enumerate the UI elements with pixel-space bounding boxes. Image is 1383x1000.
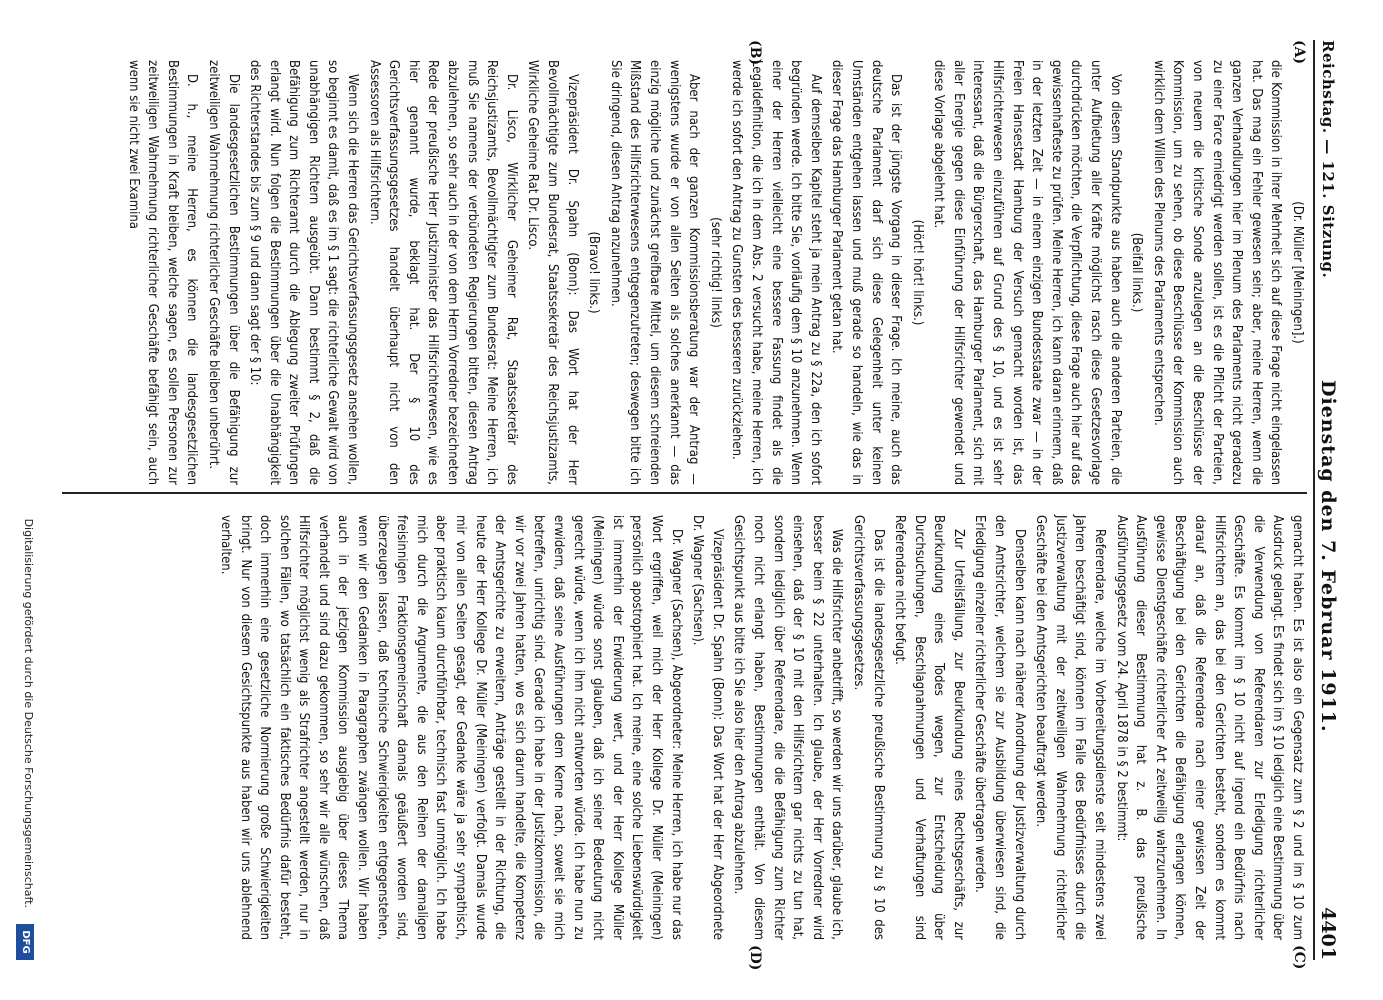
paragraph: Wenn sich die Herren das Gerichtsverfassungsgesetz ansehen wollen, so beginnt es damit, daß es im § 1 sagt: die richterliche Gewalt wird von unabhängigen Richtern ausgeübt. Dann bestimmt § 2, daß die Befähigung zum Richteramt durch die Ablegung zweiter Prüfungen erlangt wird. Nun folgen die Bestimmungen über die Unabhängigkeit des Richterstandes bis zum § 9 und dann sagt der § 10: bbox=[247, 60, 361, 485]
dfg-logo: DFG bbox=[16, 924, 34, 960]
quotation: Zur Urteilsfällung, zur Beurkundung eines Rechtsgeschäfts, zur Beurkundung eines Todes wegen, zur Entscheidung über Durchsuchungen, Beschlagnahmungen und Verhaftungen sind Referendare nicht befugt. bbox=[892, 515, 966, 940]
running-head-date: Dienstag den 7. Februar 1911. bbox=[1317, 380, 1339, 733]
page-header bbox=[1303, 40, 1343, 960]
reaction: (Bravo! links.) bbox=[586, 231, 602, 314]
page-footer bbox=[10, 0, 46, 960]
reaction: (Hört! hört! links.) bbox=[909, 219, 925, 326]
reaction: (sehr richtig! links) bbox=[707, 217, 723, 328]
paragraph: Von diesem Standpunkte aus haben auch die anderen Parteien, die unter Aufbietung aller Kräfte möglichst rasch diese Gesetzesvorlage durchdrücken möchten, die Verpflichtung, diese Frage auch hier auf das gewissenhafteste zu prüfen. Meine Herren, ich kann daran erinnern, daß in der letzten Zeit — in einem einzigen Bundesstaate zwar — in der Freien Hansestadt Hamburg der Versuch gemacht worden ist, das Hilfsrichterwesen einzuführen auf Grund des § 10, und es ist sehr interessant, daß die Bürgerschaft, das Hamburger Parlament, sich mit aller Energie gegen diese Einführung der Hilfsrichter gewendet und diese Vorlage abgelehnt hat. bbox=[931, 60, 1123, 485]
margin-marker-d: (D) bbox=[747, 945, 763, 971]
reaction: (Beifall links.) bbox=[1129, 232, 1145, 313]
running-head-left: Reichstag. — 121. Sitzung. bbox=[1319, 40, 1337, 279]
paragraph: die Kommission in ihrer Mehrheit sich auf diese Frage nicht eingelassen hat. Das mag ein Fehler gewesen sein; aber, meine Herren, wenn die ganzen Verhandlungen hier im Plenum des Parlaments nicht geradezu zu einer Farce erniedrigt werden sollen, ist es die Pflicht der Parteien, von neuem die kritische Sonde anzulegen an die Beschlüsse der Kommission, um zu sehen, ob diese Beschlüsse der Kommission auch wirklich dem Willen des Plenums des Parlaments entsprechen. bbox=[1150, 60, 1284, 485]
paragraph: Dr. Wagner (Sachsen), Abgeordneter: Meine Herren, ich habe nur das Wort ergriffen, weil mich der Herr Kollege Dr. Müller (Meiningen) persönlich apostrophiert hat. Ich meine, eine solche Liebenswürdigkeit ist immerhin der Erwiderung wert, und der Herr Kollege Müller (Meiningen) würde sonst glauben, daß ich seiner Bedeutung nicht gerecht würde, wenn ich ihm nicht antworten würde. Ich habe nun zu erwidern, daß seine Ausführungen dem Kerne nach, soweit sie mich betreffen, unrichtig sind. Gerade ich habe in der Justizkommission, die wir vor zwei Jahren hatten, wo es sich darum handelte, die Kompetenz der Amtsgerichte zu erweitern, Anträge gestellt in der Richtung, die heute der Herr Kollege Dr. Müller (Meiningen) verfolgt. Damals wurde mir von allen Seiten gesagt, der Gedanke wäre ja sehr sympathisch, aber praktisch kaum durchführbar, technisch fast unmöglich. Ich habe mich durch die Argumente, die aus den Reihen der damaligen freisinnigen Fraktionsgemeinschaft damals geäußert worden sind, überzeugen lassen, daß technische Schwierigkeiten entgegenstehen, wenn wir den Gedanken in Paragraphen zwängen wollen. Wir haben auch in der jetzigen Kommission ausgiebig über dieses Thema verhandelt und sind dazu gekommen, so sehr wir alle wünschen, daß Hilfsrichter möglichst wenig als Strafrichter angestellt werden, nur in solchen Fällen, wo tatsächlich ein faktisches Bedürfnis dafür besteht, doch immerhin eine gesetzliche Normierung große Schwierigkeiten bringt. Nur von diesem Gesichtspunkte aus haben wir uns ablehnend verhalten. bbox=[217, 515, 684, 940]
paragraph: D. h., meine Herren, es können die landesgesetzlichen Bestimmungen in Kraft bleiben, welche sagen, es sollen Personen zur zeitweiligen Wahrnehmung richterlicher Geschäfte befähigt sein, auch wenn sie nicht zwei Examina bbox=[125, 60, 200, 485]
paragraph: Auf demselben Kapitel steht ja mein Antrag zu § 22a, den ich sofort begründen werde. Ich bitte Sie, vorläufig dem § 10 anzunehmen. Wenn einer der Herren vielleicht eine bessere Fassung findet als die Legaldefinition, die ich in dem Abs. 2 versucht habe, meine Herren, ich werde ich sofort den Antrag zu Gunsten des besseren zurückziehen. bbox=[729, 60, 823, 485]
paragraph: Dr. Lisco, Wirklicher Geheimer Rat, Staatssekretär des Reichsjustizamts, Bevollmächtigter zum Bundesrat: Meine Herren, ich muß Sie namens der verbündeten Regierungen bitten, diesen Antrag abzulehnen, so sehr auch in der von dem Herrn Vorredner bezeichneten Rede der preußische Herr Justizminister das Hilfsrichterwesen, wie es hier genannt wurde, beklagt hat. Der § 10 des Gerichtsverfassungsgesetzes handelt überhaupt nicht von den Assessoren als Hilfsrichtern. bbox=[366, 60, 519, 485]
digitization-note: Digitalisierung gefördert durch die Deutsche Forschungsgemeinschaft. bbox=[22, 518, 35, 908]
margin-marker-a: (A) bbox=[1291, 40, 1307, 65]
header-rule bbox=[1313, 40, 1315, 960]
right-column bbox=[213, 515, 1307, 940]
column-divider bbox=[62, 492, 1307, 494]
left-column bbox=[121, 60, 1307, 485]
paragraph: Das ist die landesgesetzliche preußische Bestimmung zu § 10 des Gerichtsverfassungsgesetzes. bbox=[850, 515, 886, 940]
quotation: Denselben kann nach näherer Anordnung der Justizverwaltung durch den Amtsrichter, welchem sie zur Ausbildung überwiesen sind, die Erledigung einzelner richterlicher Geschäfte übertragen werden. bbox=[972, 515, 1027, 940]
quotation: Die landesgesetzlichen Bestimmungen über die Befähigung zur zeitweiligen Wahrnehmung richterlicher Geschäfte bleiben unberührt. bbox=[205, 60, 241, 485]
quotation: Referendare, welche im Vorbereitungsdienste seit mindestens zwei Jahren beschäftigt sind, können im Falle des Bedürfnisses durch die Justizverwaltung mit der zeitweiligen Wahrnehmung richterlicher Geschäfte bei den Amtsgerichten beauftragt werden. bbox=[1033, 515, 1108, 940]
speaker-tag: (Dr. Müller [Meiningen].) bbox=[1290, 201, 1305, 344]
margin-marker-c: (C) bbox=[1291, 945, 1307, 970]
margin-marker-b: (B) bbox=[747, 40, 763, 66]
paragraph: Vizepräsident Dr. Spahn (Bonn): Das Wort hat der Herr Abgeordnete Dr. Wagner (Sachsen). bbox=[690, 515, 725, 940]
paragraph: gemacht haben. Es ist also ein Gegensatz zum § 2 und im § 10 zum Ausdruck gelangt. Es findet sich im § 10 lediglich eine Bestimmung über die Verwendung von Referendaren zur Erledigung richterlicher Geschäfte. Es kommt im § 10 nicht auf irgend ein Bedürfnis nach Hilfsrichtern an, das bei den Gerichten besteht, sondern es kommt darauf an, daß die Referendare nach einer gewissen Zeit der Beschäftigung bei den Gerichten die Befähigung erlangen können, gewisse Dienstgeschäfte richterlicher Art zeitweilig wahrzunehmen. In Ausführung dieser Bestimmung hat z. B. das preußische Ausführungsgesetz vom 24. April 1878 in § 2 bestimmt: bbox=[1113, 515, 1305, 940]
paragraph: Was die Hilfsrichter anbetrifft, so werden wir uns darüber, glaube ich, besser beim § 22 unterhalten. Ich glaube, der Herr Vorredner wird einsehen, daß der § 10 mit den Hilfsrichtern gar nichts zu tun hat, sondern lediglich über Referendare, die die Befähigung zum Richter noch nicht erlangt haben, Bestimmungen enthält. Von diesem Gesichtspunkt aus bitte ich Sie also hier den Antrag abzulehnen. bbox=[731, 515, 845, 940]
paragraph: Vizepräsident Dr. Spahn (Bonn): Das Wort hat der Herr Bevollmächtigte zum Bundesrat, Staatssekretär des Reichsjustizamts, Wirkliche Geheime Rat Dr. Lisco. bbox=[525, 60, 580, 485]
page-number: 4401 bbox=[1317, 907, 1339, 960]
paragraph: Aber nach der ganzen Kommissionsberatung war der Antrag — wenigstens wurde er von allen Seiten als solches anerkannt — das einzig mögliche und zunächst greifbare Mittel, um diesem schreienden Mißstand des Hilfsrichterwesens entgegenzutreten; deswegen bitte ich Sie dringend, diesen Antrag anzunehmen. bbox=[607, 60, 702, 485]
paragraph: Das ist der jüngste Vorgang in dieser Frage. Ich meine, auch das deutsche Parlament darf sich diese Gelegenheit unter keinen Umständen entgehen lassen und muß gerade so handeln, wie das in dieser Frage das Hamburger Parlament getan hat. bbox=[829, 60, 904, 485]
